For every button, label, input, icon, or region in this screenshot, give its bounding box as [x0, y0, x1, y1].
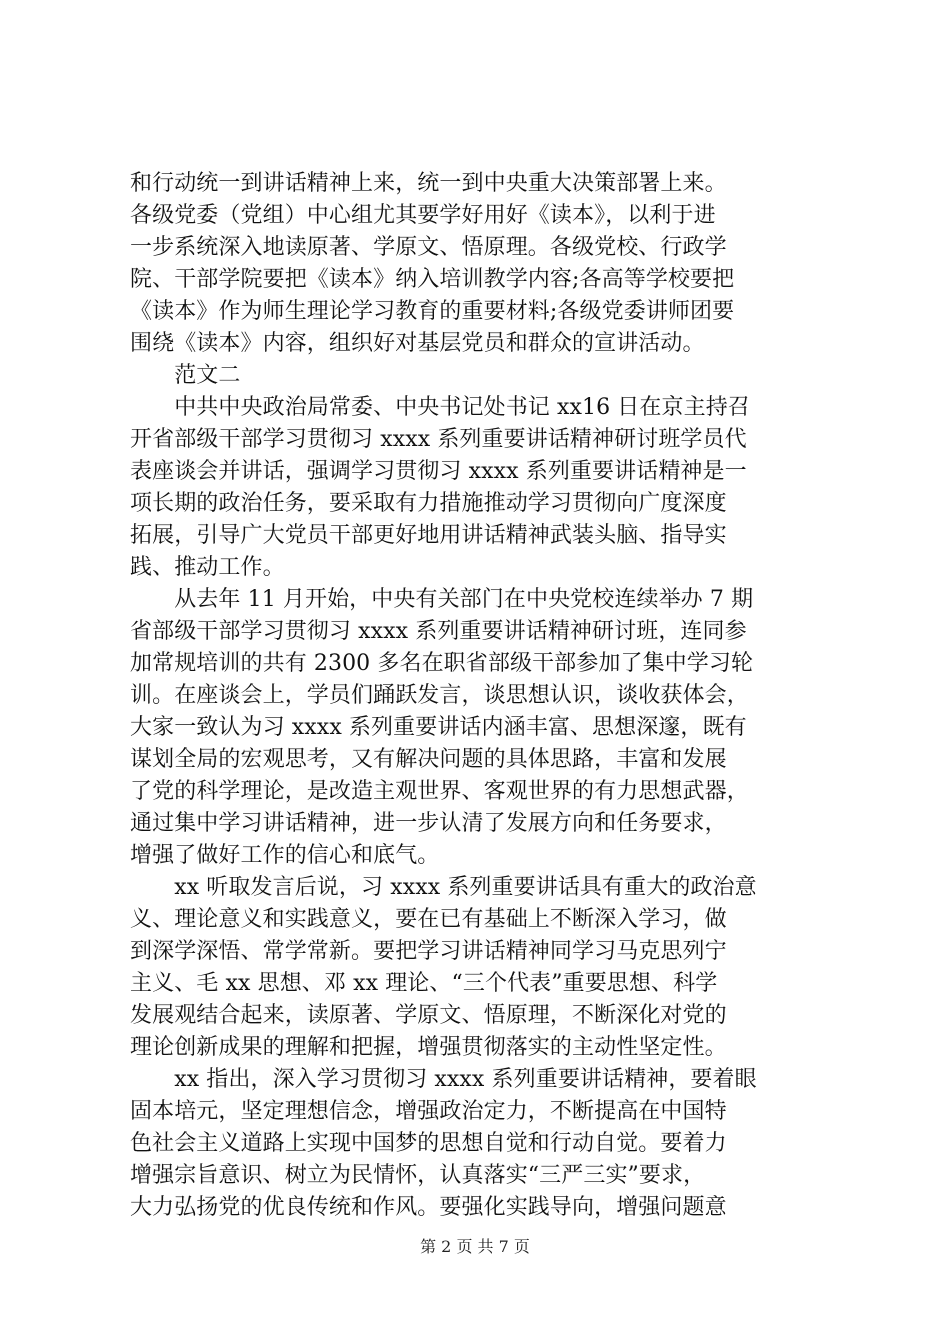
- text-line: 践、推动工作。: [130, 555, 285, 580]
- text-line: 大家一致认为习 xxxx 系列重要讲话内涵丰富、思想深邃，既有: [130, 715, 747, 740]
- text-line: 表座谈会并讲话，强调学习贯彻习 xxxx 系列重要讲话精神是一: [130, 459, 747, 484]
- section-heading: 范文二: [130, 363, 241, 388]
- text-line: xx 指出，深入学习贯彻习 xxxx 系列重要讲话精神，要着眼: [130, 1067, 757, 1092]
- text-line: 谋划全局的宏观思考，又有解决问题的具体思路，丰富和发展: [130, 747, 727, 772]
- text-line: 从去年 11 月开始，中央有关部门在中央党校连续举办 7 期: [130, 587, 754, 612]
- text-line: 《读本》作为师生理论学习教育的重要材料;各级党委讲师团要: [130, 299, 735, 324]
- text-line: 到深学深悟、常学常新。要把学习讲话精神同学习马克思列宁: [130, 939, 727, 964]
- text-line: 通过集中学习讲话精神，进一步认清了发展方向和任务要求，: [130, 811, 727, 836]
- text-line: 理论创新成果的理解和把握，增强贯彻落实的主动性坚定性。: [130, 1035, 727, 1060]
- body-text: [130, 168, 830, 1224]
- text-line: 围绕《读本》内容，组织好对基层党员和群众的宣讲活动。: [130, 331, 705, 356]
- text-line: 增强宗旨意识、树立为民情怀，认真落实“三严三实”要求，: [130, 1163, 706, 1188]
- text-line: 色社会主义道路上实现中国梦的思想自觉和行动自觉。要着力: [130, 1131, 727, 1156]
- text-line: 了党的科学理论，是改造主观世界、客观世界的有力思想武器，: [130, 779, 749, 804]
- text-line: 院、干部学院要把《读本》纳入培训教学内容;各高等学校要把: [130, 267, 735, 292]
- text-line: 一步系统深入地读原著、学原文、悟原理。各级党校、行政学: [130, 235, 727, 260]
- text-line: xx 听取发言后说，习 xxxx 系列重要讲话具有重大的政治意: [130, 875, 757, 900]
- text-line: 项长期的政治任务，要采取有力措施推动学习贯彻向广度深度: [130, 491, 727, 516]
- text-line: 大力弘扬党的优良传统和作风。要强化实践导向，增强问题意: [130, 1195, 727, 1220]
- text-line: 发展观结合起来，读原著、学原文、悟原理，不断深化对党的: [130, 1003, 727, 1028]
- text-line: 开省部级干部学习贯彻习 xxxx 系列重要讲话精神研讨班学员代: [130, 427, 747, 452]
- text-line: 义、理论意义和实践意义，要在已有基础上不断深入学习，做: [130, 907, 727, 932]
- text-line: 各级党委（党组）中心组尤其要学好用好《读本》，以利于进: [130, 203, 716, 228]
- text-line: 增强了做好工作的信心和底气。: [130, 843, 440, 868]
- text-line: 省部级干部学习贯彻习 xxxx 系列重要讲话精神研讨班，连同参: [130, 619, 747, 644]
- text-line: 加常规培训的共有 2300 多名在职省部级干部参加了集中学习轮: [130, 651, 754, 676]
- text-line: 固本培元，坚定理想信念，增强政治定力，不断提高在中国特: [130, 1099, 727, 1124]
- text-line: 中共中央政治局常委、中央书记处书记 xx16 日在京主持召: [130, 395, 750, 420]
- text-line: 和行动统一到讲话精神上来，统一到中央重大决策部署上来。: [130, 171, 727, 196]
- text-line: 主义、毛 xx 思想、邓 xx 理论、“三个代表”重要思想、科学: [130, 971, 718, 996]
- text-line: 拓展，引导广大党员干部更好地用讲话精神武装头脑、指导实: [130, 523, 727, 548]
- text-line: 训。在座谈会上，学员们踊跃发言，谈思想认识，谈收获体会，: [130, 683, 749, 708]
- page-number-footer: 第 2 页 共 7 页: [420, 1237, 530, 1256]
